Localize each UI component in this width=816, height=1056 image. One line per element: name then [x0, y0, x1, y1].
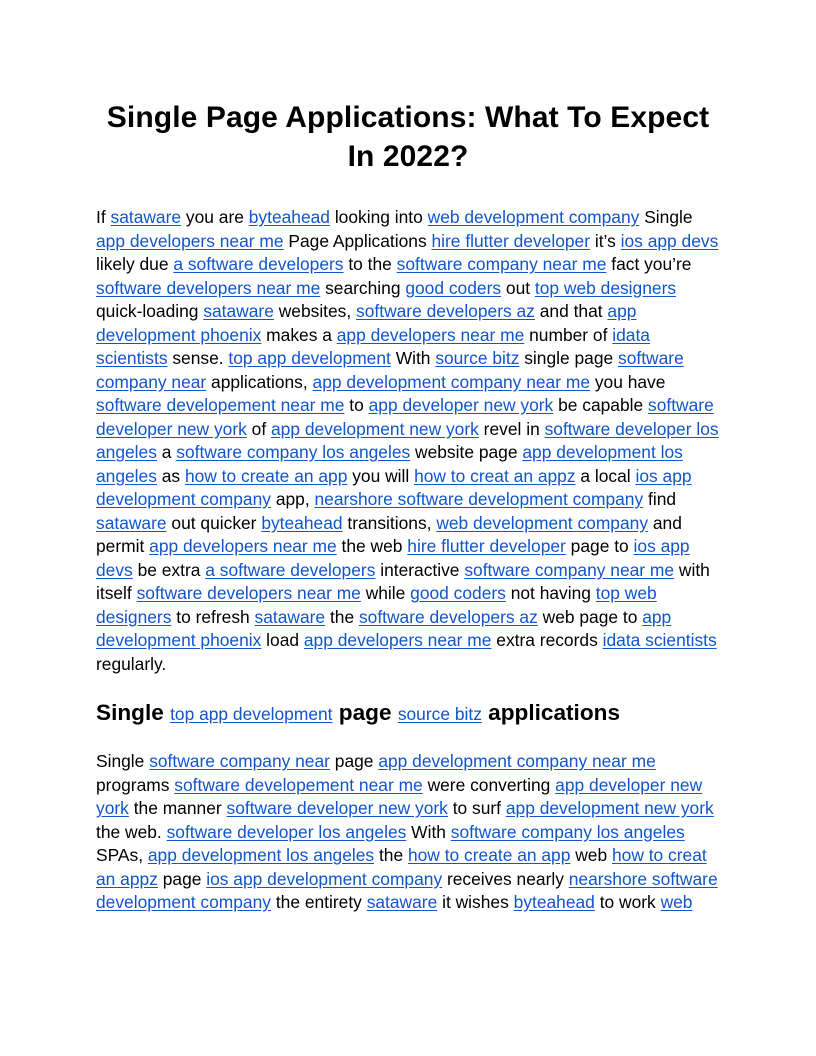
- text-run: looking into: [329, 207, 428, 227]
- text-run: it wishes: [437, 892, 514, 912]
- hyperlink[interactable]: ios app devs: [620, 230, 719, 251]
- section-heading: [96, 698, 720, 729]
- hyperlink[interactable]: sataware: [366, 892, 438, 912]
- text-run: Single: [639, 207, 693, 227]
- text-run: interactive: [375, 559, 465, 580]
- text-run: page to: [565, 536, 634, 556]
- hyperlink[interactable]: idata scientists: [96, 324, 650, 368]
- text-run: page: [332, 700, 398, 725]
- hyperlink[interactable]: software developer new york: [226, 798, 448, 818]
- hyperlink[interactable]: idata scientists: [602, 630, 717, 650]
- text-run: SPAs,: [96, 845, 148, 865]
- text-run: to refresh: [171, 606, 255, 627]
- hyperlink[interactable]: app developers near me: [96, 230, 284, 251]
- text-run: single page: [519, 348, 619, 368]
- text-run: as: [156, 465, 185, 486]
- text-run: applications,: [206, 371, 313, 392]
- hyperlink[interactable]: nearshore software development company: [314, 489, 644, 509]
- hyperlink[interactable]: software developer los angeles: [96, 418, 719, 462]
- hyperlink[interactable]: app development phoenix: [96, 606, 672, 650]
- hyperlink[interactable]: software company near: [96, 348, 684, 392]
- hyperlink[interactable]: how to create an app: [407, 845, 571, 865]
- text-run: and permit: [96, 512, 682, 556]
- hyperlink[interactable]: software company near me: [396, 254, 607, 274]
- hyperlink[interactable]: software developers az: [356, 301, 535, 321]
- hyperlink[interactable]: app development new york: [505, 798, 714, 818]
- text-run: to the: [343, 254, 397, 274]
- hyperlink[interactable]: nearshore software development company: [96, 868, 718, 912]
- text-run: app,: [270, 489, 315, 509]
- text-run: the: [374, 845, 408, 865]
- hyperlink[interactable]: sataware: [110, 207, 182, 227]
- hyperlink[interactable]: ios app development company: [206, 868, 443, 889]
- hyperlink[interactable]: how to creat an appz: [96, 845, 707, 889]
- hyperlink[interactable]: app developer new york: [368, 395, 554, 415]
- hyperlink[interactable]: hire flutter developer: [431, 230, 591, 251]
- text-run: web: [570, 845, 612, 865]
- hyperlink[interactable]: byteahead: [261, 512, 343, 533]
- hyperlink[interactable]: how to create an app: [184, 465, 348, 486]
- text-run: With: [406, 821, 451, 842]
- text-run: Single: [96, 751, 150, 771]
- text-run: quick-loading: [96, 301, 204, 321]
- text-run: to: [344, 395, 369, 415]
- hyperlink[interactable]: top web designers: [96, 583, 657, 627]
- hyperlink[interactable]: app development company near me: [378, 751, 656, 771]
- hyperlink[interactable]: app development phoenix: [96, 301, 637, 345]
- page-title: Single Page Applications: What To Expect In 2022?: [106, 101, 710, 173]
- text-run: regularly.: [96, 653, 167, 674]
- text-run: likely due: [96, 254, 174, 274]
- hyperlink[interactable]: app developers near me: [149, 536, 337, 556]
- text-run: searching: [320, 277, 406, 298]
- text-run: revel in: [478, 418, 545, 439]
- hyperlink[interactable]: app development new york: [270, 418, 479, 439]
- hyperlink[interactable]: software company near me: [464, 559, 675, 580]
- hyperlink[interactable]: software developement near me: [96, 395, 345, 415]
- hyperlink[interactable]: a software developers: [173, 254, 344, 274]
- text-run: transitions,: [342, 512, 437, 533]
- hyperlink[interactable]: software developers near me: [136, 583, 361, 603]
- text-run: be extra: [132, 559, 206, 580]
- text-run: and that: [534, 301, 608, 321]
- text-run: not having: [505, 583, 596, 603]
- text-run: page: [157, 868, 207, 889]
- hyperlink[interactable]: software company los angeles: [450, 821, 685, 842]
- text-run: load: [261, 630, 304, 650]
- text-run: the web.: [96, 821, 167, 842]
- hyperlink[interactable]: app development los angeles: [147, 845, 375, 865]
- text-run: Single: [96, 700, 171, 725]
- hyperlink[interactable]: app developers near me: [303, 630, 492, 650]
- hyperlink[interactable]: ios app devs: [96, 536, 690, 580]
- hyperlink[interactable]: ios app development company: [96, 465, 692, 509]
- hyperlink[interactable]: sataware: [254, 606, 326, 627]
- text-run: the manner: [128, 798, 227, 818]
- text-run: If: [96, 207, 111, 227]
- hyperlink[interactable]: software developer new york: [96, 395, 714, 439]
- hyperlink[interactable]: software company near: [149, 751, 330, 771]
- text-run: it’s: [590, 230, 621, 251]
- text-run: were converting: [422, 774, 556, 795]
- text-run: the web: [336, 536, 408, 556]
- text-run: out quicker: [166, 512, 262, 533]
- text-run: to work: [594, 892, 661, 912]
- text-run: be capable: [553, 395, 649, 415]
- text-run: receives nearly: [442, 868, 569, 889]
- hyperlink[interactable]: software developers az: [358, 606, 538, 627]
- text-run: of: [246, 418, 271, 439]
- text-run: programs: [96, 774, 175, 795]
- text-run: a local: [575, 465, 636, 486]
- hyperlink[interactable]: app developers near me: [336, 324, 525, 345]
- text-run: extra records: [491, 630, 603, 650]
- hyperlink[interactable]: web: [660, 892, 693, 912]
- text-run: sense.: [167, 348, 229, 368]
- text-run: number of: [524, 324, 613, 345]
- text-run: With: [390, 348, 436, 368]
- hyperlink[interactable]: source bitz: [397, 704, 482, 724]
- text-run: Page Applications: [283, 230, 432, 251]
- hyperlink[interactable]: how to creat an appz: [414, 465, 576, 486]
- text-run: while: [360, 583, 411, 603]
- hyperlink[interactable]: byteahead: [513, 892, 595, 912]
- hyperlink[interactable]: web development company: [427, 207, 640, 227]
- text-run: applications: [481, 700, 621, 725]
- text-run: page: [329, 751, 379, 771]
- hyperlink[interactable]: good coders: [405, 277, 502, 298]
- body-paragraph-1: [96, 206, 720, 676]
- text-run: out: [501, 277, 535, 298]
- text-run: websites,: [273, 301, 357, 321]
- hyperlink[interactable]: app development los angeles: [96, 442, 683, 486]
- text-run: a: [156, 442, 177, 462]
- hyperlink[interactable]: top app development: [228, 348, 391, 368]
- text-run: you are: [181, 207, 249, 227]
- hyperlink[interactable]: software developer los angeles: [166, 821, 407, 842]
- hyperlink[interactable]: top app development: [170, 704, 333, 724]
- hyperlink[interactable]: software developers near me: [96, 277, 321, 298]
- hyperlink[interactable]: top web designers: [534, 277, 677, 298]
- hyperlink[interactable]: sataware: [96, 512, 167, 533]
- text-run: fact you’re: [606, 254, 692, 274]
- text-run: web page to: [537, 606, 643, 627]
- text-run: the: [325, 606, 359, 627]
- hyperlink[interactable]: software company los angeles: [176, 442, 411, 462]
- hyperlink[interactable]: good coders: [410, 583, 506, 603]
- text-run: you have: [590, 371, 666, 392]
- body-paragraph-2: [96, 750, 720, 915]
- text-run: to surf: [447, 798, 506, 818]
- text-run: website page: [410, 442, 523, 462]
- hyperlink[interactable]: app development company near me: [312, 371, 590, 392]
- hyperlink[interactable]: source bitz: [435, 348, 520, 368]
- hyperlink[interactable]: web development company: [436, 512, 649, 533]
- hyperlink[interactable]: software developement near me: [174, 774, 423, 795]
- text-run: you will: [347, 465, 415, 486]
- hyperlink[interactable]: app developer new york: [96, 774, 703, 818]
- hyperlink[interactable]: sataware: [203, 301, 274, 321]
- text-run: find: [643, 489, 677, 509]
- text-run: with itself: [96, 559, 710, 603]
- text-run: makes a: [261, 324, 337, 345]
- hyperlink[interactable]: byteahead: [248, 207, 330, 227]
- text-run: the entirety: [270, 892, 367, 912]
- hyperlink[interactable]: a software developers: [205, 559, 376, 580]
- hyperlink[interactable]: hire flutter developer: [407, 536, 566, 556]
